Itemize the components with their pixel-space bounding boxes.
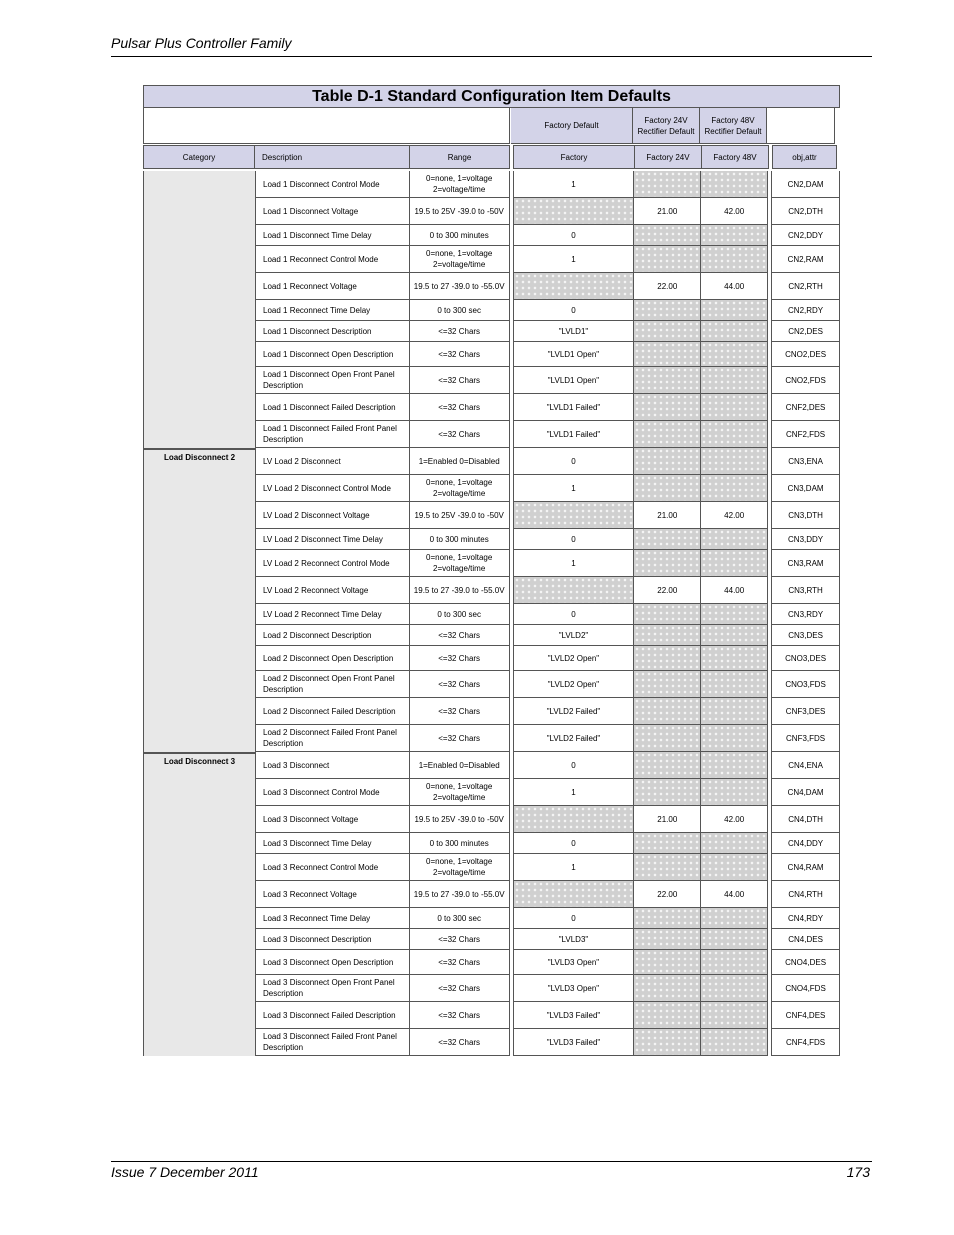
cell-description: Load 1 Reconnect Control Mode xyxy=(255,246,410,273)
cell-obj-attr: CN4,DDY xyxy=(771,833,840,854)
cell-description: Load 1 Disconnect Time Delay xyxy=(255,225,410,246)
cell-obj-attr: CN2,RAM xyxy=(771,246,840,273)
cell-description: LV Load 2 Reconnect Control Mode xyxy=(255,550,410,577)
cell-obj-attr: CN4,RTH xyxy=(771,881,840,908)
cell-description: LV Load 2 Disconnect Voltage xyxy=(255,502,410,529)
cell-obj-attr: CN2,RDY xyxy=(771,300,840,321)
cell-range: 0 to 300 sec xyxy=(410,300,510,321)
table-row xyxy=(255,908,840,929)
cell-range: 19.5 to 27 -39.0 to -55.0V xyxy=(410,577,510,604)
cell-obj-attr: CN3,DES xyxy=(771,625,840,646)
table-row xyxy=(255,475,840,502)
cell-factory: 0 xyxy=(513,752,635,779)
cell-factory: "LVLD3 Failed" xyxy=(513,1002,635,1029)
group-header-factory-24v: Factory 24V Rectifier Default xyxy=(633,108,700,144)
cell-obj-attr: CN4,DAM xyxy=(771,779,840,806)
cell-factory-24v: 22.00 xyxy=(634,273,701,300)
group-header-blank xyxy=(143,108,510,144)
col-header-category: Category xyxy=(143,145,255,169)
cell-obj-attr: CN3,ENA xyxy=(771,448,840,475)
cell-factory xyxy=(513,502,635,529)
cell-factory-24v xyxy=(634,604,701,625)
cell-factory-48v xyxy=(701,529,768,550)
cell-description: Load 2 Disconnect Failed Description xyxy=(255,698,410,725)
cell-description: Load 3 Disconnect Control Mode xyxy=(255,779,410,806)
cell-factory: "LVLD3" xyxy=(513,929,635,950)
cell-obj-attr: CNO3,DES xyxy=(771,646,840,671)
cell-range: 19.5 to 25V -39.0 to -50V xyxy=(410,806,510,833)
cell-factory-24v: 21.00 xyxy=(634,502,701,529)
cell-range: <=32 Chars xyxy=(410,1002,510,1029)
cell-obj-attr: CNF3,DES xyxy=(771,698,840,725)
cell-range: 0=none, 1=voltage 2=voltage/time xyxy=(410,779,510,806)
cell-range: 1=Enabled 0=Disabled xyxy=(410,752,510,779)
cell-factory: "LVLD2 Open" xyxy=(513,646,635,671)
page-header: Pulsar Plus Controller Family xyxy=(111,35,292,51)
col-header-obj-attr: obj,attr xyxy=(772,145,837,169)
cell-factory-24v xyxy=(634,929,701,950)
cell-description: Load 3 Reconnect Time Delay xyxy=(255,908,410,929)
cell-range: <=32 Chars xyxy=(410,698,510,725)
cell-range: 0=none, 1=voltage 2=voltage/time xyxy=(410,171,510,198)
col-header-factory-48v: Factory 48V xyxy=(702,145,769,169)
table-row xyxy=(255,752,840,779)
cell-factory xyxy=(513,577,635,604)
cell-description: Load 1 Disconnect Open Front Panel Description xyxy=(255,367,410,394)
cell-factory-48v xyxy=(701,1002,768,1029)
cell-factory-48v: 42.00 xyxy=(701,806,768,833)
cell-factory: "LVLD2 Open" xyxy=(513,671,635,698)
cell-factory-48v xyxy=(701,1029,768,1056)
cell-factory: 0 xyxy=(513,448,635,475)
category-label xyxy=(144,171,255,174)
cell-factory-24v: 22.00 xyxy=(634,881,701,908)
cell-factory-24v xyxy=(634,394,701,421)
cell-description: LV Load 2 Reconnect Voltage xyxy=(255,577,410,604)
cell-factory-24v xyxy=(634,1029,701,1056)
cell-factory: "LVLD3 Open" xyxy=(513,975,635,1002)
cell-description: Load 1 Disconnect Open Description xyxy=(255,342,410,367)
cell-factory: "LVLD1 Open" xyxy=(513,367,635,394)
cell-factory: 1 xyxy=(513,854,635,881)
cell-obj-attr: CNF2,FDS xyxy=(771,421,840,448)
cell-factory-48v xyxy=(701,550,768,577)
cell-factory-24v xyxy=(634,367,701,394)
table-row xyxy=(255,367,840,394)
cell-factory-48v xyxy=(701,975,768,1002)
table-row xyxy=(255,779,840,806)
cell-range: 19.5 to 27 -39.0 to -55.0V xyxy=(410,881,510,908)
cell-factory: "LVLD3 Open" xyxy=(513,950,635,975)
cell-factory-48v xyxy=(701,698,768,725)
table-row xyxy=(255,421,840,448)
cell-factory-48v: 44.00 xyxy=(701,577,768,604)
cell-factory-24v xyxy=(634,550,701,577)
cell-obj-attr: CN4,ENA xyxy=(771,752,840,779)
cell-description: Load 1 Disconnect Voltage xyxy=(255,198,410,225)
cell-factory-48v xyxy=(701,421,768,448)
table-row xyxy=(255,604,840,625)
cell-obj-attr: CNF3,FDS xyxy=(771,725,840,752)
cell-range: <=32 Chars xyxy=(410,394,510,421)
cell-obj-attr: CN2,DAM xyxy=(771,171,840,198)
category-column xyxy=(143,171,255,1056)
table-rows xyxy=(255,171,840,1056)
cell-obj-attr: CNO4,FDS xyxy=(771,975,840,1002)
cell-description: Load 2 Disconnect Failed Front Panel Description xyxy=(255,725,410,752)
cell-factory-48v xyxy=(701,342,768,367)
cell-factory: "LVLD1" xyxy=(513,321,635,342)
table-row xyxy=(255,198,840,225)
cell-range: 0=none, 1=voltage 2=voltage/time xyxy=(410,475,510,502)
cell-obj-attr: CN4,DTH xyxy=(771,806,840,833)
table-row xyxy=(255,448,840,475)
category-label: Load Disconnect 3 xyxy=(163,757,236,766)
cell-factory-24v xyxy=(634,854,701,881)
cell-factory: 0 xyxy=(513,225,635,246)
cell-range: <=32 Chars xyxy=(410,725,510,752)
cell-description: Load 3 Disconnect Failed Front Panel Description xyxy=(255,1029,410,1056)
page-number: 173 xyxy=(846,1164,870,1180)
cell-factory-24v xyxy=(634,833,701,854)
cell-range: 0=none, 1=voltage 2=voltage/time xyxy=(410,854,510,881)
cell-factory-24v xyxy=(634,625,701,646)
cell-factory: "LVLD2" xyxy=(513,625,635,646)
table-row xyxy=(255,246,840,273)
group-header-row xyxy=(143,108,840,144)
cell-factory: 1 xyxy=(513,779,635,806)
cell-factory-24v xyxy=(634,448,701,475)
cell-factory: 0 xyxy=(513,604,635,625)
cell-factory-48v xyxy=(701,779,768,806)
cell-factory: "LVLD1 Open" xyxy=(513,342,635,367)
cell-range: 0=none, 1=voltage 2=voltage/time xyxy=(410,550,510,577)
cell-factory-24v xyxy=(634,1002,701,1029)
col-header-factory-24v: Factory 24V xyxy=(635,145,702,169)
cell-factory-24v xyxy=(634,246,701,273)
table-body xyxy=(143,171,840,1056)
cell-obj-attr: CN2,DTH xyxy=(771,198,840,225)
category-cell xyxy=(143,752,255,1056)
cell-description: Load 1 Disconnect Failed Description xyxy=(255,394,410,421)
table-row xyxy=(255,929,840,950)
cell-description: Load 3 Disconnect Time Delay xyxy=(255,833,410,854)
cell-factory-48v xyxy=(701,929,768,950)
cell-range: 19.5 to 25V -39.0 to -50V xyxy=(410,198,510,225)
cell-range: <=32 Chars xyxy=(410,321,510,342)
cell-range: 0=none, 1=voltage 2=voltage/time xyxy=(410,246,510,273)
cell-description: Load 2 Disconnect Open Front Panel Description xyxy=(255,671,410,698)
cell-obj-attr: CN3,DDY xyxy=(771,529,840,550)
cell-description: Load 3 Disconnect Open Front Panel Description xyxy=(255,975,410,1002)
cell-obj-attr: CN3,DAM xyxy=(771,475,840,502)
cell-description: Load 3 Disconnect Open Description xyxy=(255,950,410,975)
table-row xyxy=(255,671,840,698)
cell-factory-48v xyxy=(701,671,768,698)
cell-factory xyxy=(513,198,635,225)
table-row xyxy=(255,1002,840,1029)
cell-factory: "LVLD1 Failed" xyxy=(513,394,635,421)
cell-obj-attr: CN3,DTH xyxy=(771,502,840,529)
table-row xyxy=(255,698,840,725)
cell-factory-24v xyxy=(634,342,701,367)
cell-factory: 1 xyxy=(513,475,635,502)
cell-factory-48v xyxy=(701,475,768,502)
cell-factory-48v xyxy=(701,752,768,779)
cell-factory-24v xyxy=(634,950,701,975)
cell-range: <=32 Chars xyxy=(410,342,510,367)
cell-factory-24v xyxy=(634,225,701,246)
table-row xyxy=(255,1029,840,1056)
cell-obj-attr: CN4,RDY xyxy=(771,908,840,929)
table-row xyxy=(255,854,840,881)
table-title: Table D-1 Standard Configuration Item Defaults xyxy=(143,85,840,108)
cell-factory-48v: 42.00 xyxy=(701,502,768,529)
cell-obj-attr: CNO4,DES xyxy=(771,950,840,975)
cell-description: LV Load 2 Disconnect Control Mode xyxy=(255,475,410,502)
category-cell xyxy=(143,171,255,448)
cell-factory-48v xyxy=(701,246,768,273)
cell-obj-attr: CN4,DES xyxy=(771,929,840,950)
table-row xyxy=(255,725,840,752)
cell-factory-24v xyxy=(634,475,701,502)
cell-factory-48v xyxy=(701,725,768,752)
column-header-row xyxy=(143,145,840,169)
group-header-objattr-blank xyxy=(767,108,835,144)
cell-obj-attr: CNF4,DES xyxy=(771,1002,840,1029)
cell-description: Load 3 Disconnect Failed Description xyxy=(255,1002,410,1029)
cell-description: Load 1 Reconnect Time Delay xyxy=(255,300,410,321)
cell-factory: "LVLD2 Failed" xyxy=(513,698,635,725)
table-row xyxy=(255,881,840,908)
table-row xyxy=(255,550,840,577)
table-row xyxy=(255,342,840,367)
table-row xyxy=(255,529,840,550)
col-header-description: Description xyxy=(255,145,410,169)
group-header-factory-default: Factory Default xyxy=(511,108,633,144)
cell-range: 0 to 300 sec xyxy=(410,604,510,625)
cell-factory-24v xyxy=(634,779,701,806)
cell-range: 19.5 to 25V -39.0 to -50V xyxy=(410,502,510,529)
cell-range: <=32 Chars xyxy=(410,1029,510,1056)
cell-range: <=32 Chars xyxy=(410,929,510,950)
cell-factory-24v xyxy=(634,752,701,779)
table-row xyxy=(255,625,840,646)
cell-description: Load 1 Disconnect Failed Front Panel Description xyxy=(255,421,410,448)
cell-obj-attr: CN4,RAM xyxy=(771,854,840,881)
cell-factory-48v xyxy=(701,854,768,881)
cell-obj-attr: CN2,RTH xyxy=(771,273,840,300)
cell-range: <=32 Chars xyxy=(410,950,510,975)
cell-range: 1=Enabled 0=Disabled xyxy=(410,448,510,475)
cell-factory-48v xyxy=(701,833,768,854)
config-defaults-table xyxy=(143,85,840,1056)
cell-description: Load 1 Disconnect Description xyxy=(255,321,410,342)
cell-range: <=32 Chars xyxy=(410,367,510,394)
cell-factory-24v xyxy=(634,321,701,342)
cell-factory-48v xyxy=(701,908,768,929)
cell-factory-48v xyxy=(701,225,768,246)
cell-factory: 0 xyxy=(513,833,635,854)
cell-description: Load 2 Disconnect Open Description xyxy=(255,646,410,671)
category-label: Load Disconnect 2 xyxy=(163,453,236,462)
cell-factory: 1 xyxy=(513,171,635,198)
cell-factory-24v xyxy=(634,300,701,321)
cell-factory-48v xyxy=(701,950,768,975)
cell-factory-24v xyxy=(634,908,701,929)
table-row xyxy=(255,225,840,246)
cell-factory: "LVLD2 Failed" xyxy=(513,725,635,752)
cell-range: 0 to 300 minutes xyxy=(410,225,510,246)
cell-obj-attr: CNO2,FDS xyxy=(771,367,840,394)
cell-description: LV Load 2 Disconnect Time Delay xyxy=(255,529,410,550)
cell-factory xyxy=(513,273,635,300)
table-row xyxy=(255,321,840,342)
cell-description: Load 3 Reconnect Voltage xyxy=(255,881,410,908)
col-header-factory: Factory xyxy=(513,145,635,169)
cell-range: <=32 Chars xyxy=(410,421,510,448)
cell-factory: "LVLD3 Failed" xyxy=(513,1029,635,1056)
table-row xyxy=(255,806,840,833)
cell-factory: "LVLD1 Failed" xyxy=(513,421,635,448)
cell-factory-48v xyxy=(701,625,768,646)
cell-factory-48v: 44.00 xyxy=(701,881,768,908)
cell-obj-attr: CN3,RAM xyxy=(771,550,840,577)
cell-range: 0 to 300 minutes xyxy=(410,833,510,854)
cell-factory-48v xyxy=(701,448,768,475)
cell-obj-attr: CNO2,DES xyxy=(771,342,840,367)
cell-factory-48v xyxy=(701,300,768,321)
cell-obj-attr: CN3,RDY xyxy=(771,604,840,625)
cell-factory-24v xyxy=(634,698,701,725)
cell-factory: 0 xyxy=(513,908,635,929)
cell-obj-attr: CNF4,FDS xyxy=(771,1029,840,1056)
cell-description: Load 3 Disconnect Description xyxy=(255,929,410,950)
footer-rule xyxy=(111,1161,872,1162)
cell-range: 0 to 300 sec xyxy=(410,908,510,929)
cell-factory-24v xyxy=(634,171,701,198)
cell-obj-attr: CNF2,DES xyxy=(771,394,840,421)
cell-factory-24v xyxy=(634,671,701,698)
cell-factory-48v xyxy=(701,321,768,342)
col-header-range: Range xyxy=(410,145,510,169)
cell-factory-24v xyxy=(634,975,701,1002)
cell-factory-24v: 21.00 xyxy=(634,806,701,833)
cell-range: <=32 Chars xyxy=(410,671,510,698)
cell-factory-48v xyxy=(701,171,768,198)
cell-obj-attr: CNO3,FDS xyxy=(771,671,840,698)
cell-factory-24v xyxy=(634,725,701,752)
cell-description: Load 1 Reconnect Voltage xyxy=(255,273,410,300)
cell-description: Load 3 Reconnect Control Mode xyxy=(255,854,410,881)
category-cell xyxy=(143,448,255,752)
cell-factory-24v: 22.00 xyxy=(634,577,701,604)
cell-factory-48v xyxy=(701,394,768,421)
table-row xyxy=(255,833,840,854)
table-row xyxy=(255,577,840,604)
cell-description: Load 1 Disconnect Control Mode xyxy=(255,171,410,198)
cell-factory-48v: 44.00 xyxy=(701,273,768,300)
table-row xyxy=(255,171,840,198)
table-row xyxy=(255,300,840,321)
cell-factory-24v xyxy=(634,646,701,671)
cell-description: LV Load 2 Disconnect xyxy=(255,448,410,475)
cell-factory-24v xyxy=(634,421,701,448)
cell-range: <=32 Chars xyxy=(410,625,510,646)
cell-factory-24v: 21.00 xyxy=(634,198,701,225)
cell-description: LV Load 2 Reconnect Time Delay xyxy=(255,604,410,625)
cell-factory-48v xyxy=(701,367,768,394)
cell-obj-attr: CN2,DES xyxy=(771,321,840,342)
cell-description: Load 3 Disconnect Voltage xyxy=(255,806,410,833)
cell-obj-attr: CN3,RTH xyxy=(771,577,840,604)
table-row xyxy=(255,975,840,1002)
table-row xyxy=(255,646,840,671)
cell-description: Load 2 Disconnect Description xyxy=(255,625,410,646)
cell-factory-48v xyxy=(701,604,768,625)
cell-factory: 0 xyxy=(513,300,635,321)
table-row xyxy=(255,950,840,975)
cell-obj-attr: CN2,DDY xyxy=(771,225,840,246)
cell-range: 0 to 300 minutes xyxy=(410,529,510,550)
cell-factory-24v xyxy=(634,529,701,550)
cell-description: Load 3 Disconnect xyxy=(255,752,410,779)
cell-range: <=32 Chars xyxy=(410,975,510,1002)
table-row xyxy=(255,394,840,421)
cell-factory xyxy=(513,881,635,908)
cell-factory-48v: 42.00 xyxy=(701,198,768,225)
cell-factory: 0 xyxy=(513,529,635,550)
cell-range: 19.5 to 27 -39.0 to -55.0V xyxy=(410,273,510,300)
page-footer-issue: Issue 7 December 2011 xyxy=(111,1164,259,1180)
cell-range: <=32 Chars xyxy=(410,646,510,671)
cell-factory: 1 xyxy=(513,550,635,577)
table-row xyxy=(255,502,840,529)
cell-factory-48v xyxy=(701,646,768,671)
group-header-factory-48v: Factory 48V Rectifier Default xyxy=(700,108,767,144)
cell-factory xyxy=(513,806,635,833)
cell-factory: 1 xyxy=(513,246,635,273)
table-row xyxy=(255,273,840,300)
header-rule xyxy=(111,56,872,57)
